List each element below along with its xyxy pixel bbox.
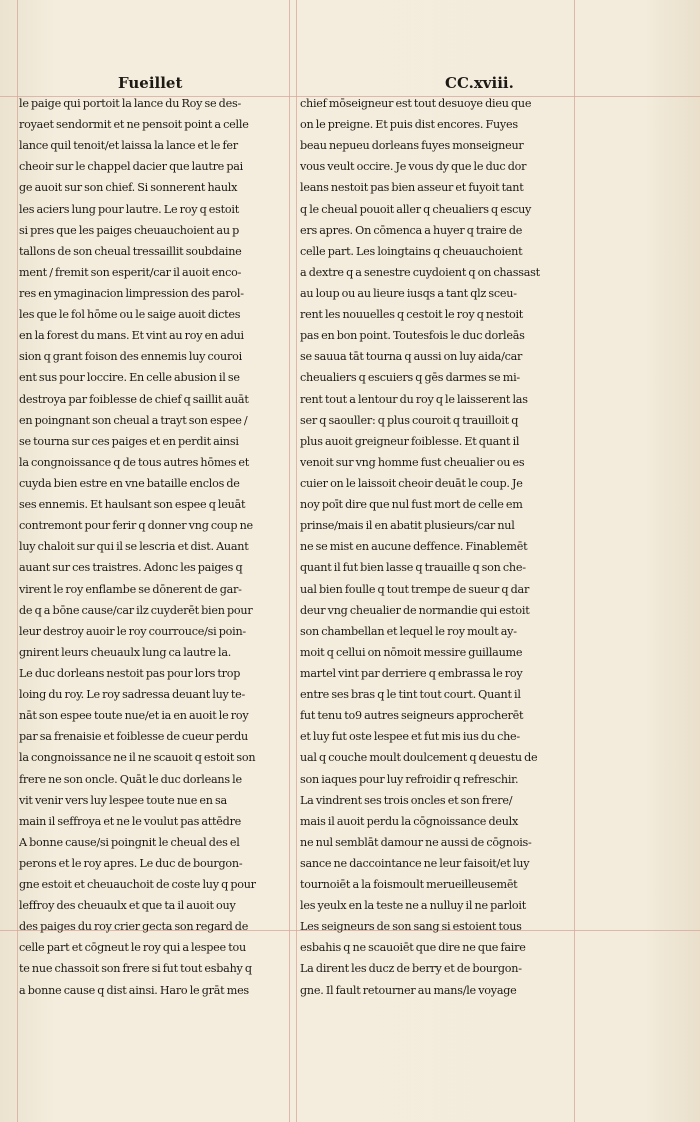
text-line: par sa frenaisie et foiblesse de cueur perdu bbox=[19, 730, 248, 744]
text-line: gnirent leurs cheuaulx lung ca lautre la. bbox=[19, 645, 232, 659]
text-line: nāt son espee toute nue/et ia en auoit le roy bbox=[19, 709, 249, 723]
text-line: luy chaloit sur qui il se lescria et dist. Auant bbox=[19, 540, 249, 554]
text-line: son chambellan et lequel le roy moult ay- bbox=[300, 624, 517, 638]
text-line: a bonne cause q dist ainsi. Haro le grāt mes bbox=[19, 983, 249, 997]
text-line: en la forest du mans. Et vint au roy en adui bbox=[19, 329, 244, 343]
text-line: le paige qui portoit la lance du Roy se des- bbox=[19, 97, 241, 110]
text-line: ne se mist en aucune deffence. Finablemēt bbox=[300, 540, 528, 554]
text-line: tallons de son cheual tressaillit soubdaine bbox=[19, 244, 242, 258]
text-line: rent les nouuelles q cestoit le roy q nestoit bbox=[300, 308, 524, 322]
text-line: au loup ou au lieure iusqs a tant qlz sceu- bbox=[300, 286, 517, 300]
text-line: La vindrent ses trois oncles et son frere/ bbox=[300, 793, 513, 807]
text-line: main il seffroya et ne le voulut pas attēdre bbox=[19, 814, 242, 828]
text-line: se sauua tāt tourna q aussi on luy aida/car bbox=[300, 350, 523, 364]
text-line: ment / fremit son esperit/car il auoit enco- bbox=[19, 265, 242, 279]
text-line: lance quil tenoit/et laissa la lance et le fer bbox=[19, 139, 238, 153]
text-line: ses ennemis. Et haulsant son espee q leuāt bbox=[19, 498, 246, 512]
text-line: frere ne son oncle. Quāt le duc dorleans le bbox=[19, 772, 242, 786]
text-line: tournoiēt a la foismoult merueilleusemēt bbox=[300, 878, 518, 892]
column-rule-left-inner bbox=[289, 0, 290, 1122]
text-line: la congnoissance q de tous autres hōmes et bbox=[19, 455, 250, 469]
text-line: A bonne cause/si poingnit le cheual des el bbox=[19, 835, 240, 849]
text-line: leans nestoit pas bien asseur et fuyoit tant bbox=[300, 181, 524, 195]
text-line: res en ymaginacion limpression des parol- bbox=[19, 286, 244, 300]
text-line: pas en bon point. Toutesfois le duc dorleās bbox=[300, 329, 525, 343]
text-line: cuyda bien estre en vne bataille enclos de bbox=[19, 476, 240, 490]
text-line: des paiges du roy crier gecta son regard de bbox=[19, 920, 249, 934]
text-column-right bbox=[300, 93, 575, 1001]
text-line: noy poīt dire que nul fust mort de celle em bbox=[300, 498, 523, 512]
text-line: ent sus pour loccire. En celle abusion il se bbox=[19, 371, 240, 385]
text-line: entre ses bras q le tint tout court. Quant il bbox=[300, 688, 521, 702]
text-line: a dextre q a senestre cuydoient q on chassast bbox=[300, 265, 540, 279]
text-line: loing du roy. Le roy sadressa deuant luy te- bbox=[19, 688, 246, 702]
text-line: ne nul semblāt damour ne aussi de cōgnois- bbox=[300, 835, 532, 849]
text-line: deur vng cheualier de normandie qui estoit bbox=[300, 603, 530, 617]
text-line: Le duc dorleans nestoit pas pour lors trop bbox=[19, 666, 241, 680]
text-line: ual q couche moult doulcement q deuestu de bbox=[300, 751, 538, 765]
text-line: cheualiers q escuiers q gēs darmes se mi- bbox=[300, 371, 520, 385]
text-line: on le preigne. Et puis dist encores. Fuyes bbox=[300, 118, 518, 132]
text-line: en poingnant son cheual a trayt son espee / bbox=[19, 413, 248, 427]
text-line: rent tout a lentour du roy q le laisserent las bbox=[300, 392, 528, 406]
text-line: contremont pour ferir q donner vng coup ne bbox=[19, 519, 253, 533]
text-line: La dirent les ducz de berry et de bourgon- bbox=[300, 962, 522, 976]
text-line: quant il fut bien lasse q trauaille q son che- bbox=[300, 561, 526, 575]
text-line: ers apres. On cōmenca a huyer q traire de bbox=[300, 223, 523, 237]
text-line: te nue chassoit son frere si fut tout esbahy q bbox=[19, 962, 252, 976]
text-line: sance ne daccointance ne leur faisoit/et luy bbox=[300, 856, 530, 870]
column-rule-right-inner bbox=[296, 0, 297, 1122]
text-line: celle part. Les loingtains q cheuauchoient bbox=[300, 244, 523, 258]
folio-label: Fueillet bbox=[118, 74, 183, 92]
text-line: gne. Il fault retourner au mans/le voyage bbox=[300, 983, 517, 997]
text-line: son iaques pour luy refroidir q refreschir. bbox=[300, 772, 519, 786]
text-column-left bbox=[19, 93, 287, 1001]
text-line: les yeulx en la teste ne a nulluy il ne parloit bbox=[300, 899, 526, 913]
text-line: et luy fut oste lespee et fut mis ius du che- bbox=[300, 730, 520, 744]
text-line: q le cheual pouoit aller q cheualiers q escuy bbox=[300, 202, 532, 216]
text-line: royaet sendormit et ne pensoit point a celle bbox=[19, 118, 249, 132]
margin-rule-left bbox=[17, 0, 18, 1122]
text-line: perons et le roy apres. Le duc de bourgon- bbox=[19, 856, 243, 870]
text-line: sion q grant foison des ennemis luy couroi bbox=[19, 350, 242, 364]
text-line: les aciers lung pour lautre. Le roy q estoit bbox=[19, 202, 239, 216]
text-line: auant sur ces traistres. Adonc les paiges q bbox=[19, 561, 243, 575]
text-line: cheoir sur le chappel dacier que lautre pai bbox=[19, 160, 244, 174]
text-line: si pres que les paiges cheuauchoient au p bbox=[19, 223, 240, 237]
text-line: gne estoit et cheuauchoit de coste luy q pour bbox=[19, 878, 256, 892]
text-line: Les seigneurs de son sang si estoient tous bbox=[300, 920, 522, 934]
text-line: mais il auoit perdu la cōgnoissance deulx bbox=[300, 814, 519, 828]
text-line: venoit sur vng homme fust cheualier ou es bbox=[300, 455, 525, 469]
text-line: esbahis q ne scauoiēt que dire ne que faire bbox=[300, 941, 526, 955]
text-line: plus auoit greigneur foiblesse. Et quant il bbox=[300, 434, 520, 448]
text-line: leur destroy auoir le roy courrouce/si poin- bbox=[19, 624, 246, 638]
text-line: de q a bōne cause/car ilz cuyderēt bien pour bbox=[19, 603, 253, 617]
text-line: martel vint par derriere q embrassa le roy bbox=[300, 666, 523, 680]
text-line: leffroy des cheuaulx et que ta il auoit ouy bbox=[19, 899, 236, 913]
text-line: destroya par foiblesse de chief q saillit auāt bbox=[19, 392, 249, 406]
text-line: prinse/mais il en abatit plusieurs/car nul bbox=[300, 519, 515, 533]
folio-number: CC.xviii. bbox=[445, 74, 514, 92]
text-line: celle part et cōgneut le roy qui a lespee tou bbox=[19, 941, 246, 955]
text-line: ge auoit sur son chief. Si sonnerent haulx bbox=[19, 181, 238, 195]
text-line: vit venir vers luy lespee toute nue en sa bbox=[19, 793, 227, 807]
text-line: la congnoissance ne il ne scauoit q estoit son bbox=[19, 751, 256, 765]
text-line: ser q saouller: q plus couroit q trauilloit q bbox=[300, 413, 519, 427]
text-line: beau nepueu dorleans fuyes monseigneur bbox=[300, 139, 524, 153]
text-line: ual bien foulle q tout trempe de sueur q dar bbox=[300, 582, 530, 596]
text-line: fut tenu to9 autres seigneurs approcherēt bbox=[300, 709, 524, 723]
text-line: les que le fol hōme ou le saige auoit dictes bbox=[19, 308, 241, 322]
text-line: moit q cellui on nōmoit messire guillaume bbox=[300, 645, 523, 659]
text-line: virent le roy enflambe se dōnerent de gar- bbox=[19, 582, 242, 596]
text-line: se tourna sur ces paiges et en perdit ainsi bbox=[19, 434, 239, 448]
text-line: vous veult occire. Je vous dy que le duc dor bbox=[300, 160, 527, 174]
text-line: chief mōseigneur est tout desuoye dieu que bbox=[300, 97, 532, 110]
text-line: cuier on le laissoit cheoir deuāt le coup. Je bbox=[300, 476, 523, 490]
